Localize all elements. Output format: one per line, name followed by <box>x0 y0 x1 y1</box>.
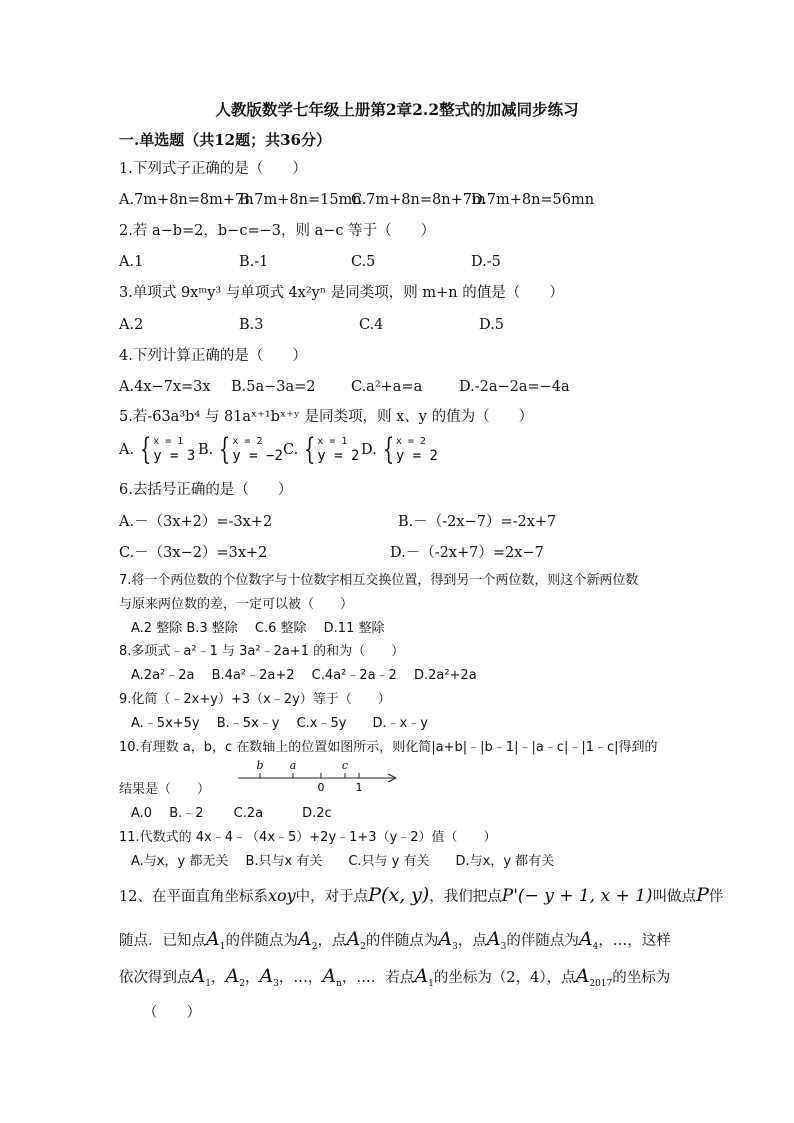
question-10-stem-line-2: 结果是（ ） <box>119 782 211 797</box>
question-6-option-d[interactable]: D.－（-2x+7）=2x−7 <box>390 545 544 561</box>
question-1-stem: 1.下列式子正确的是（ ） <box>119 161 307 177</box>
q12-text: 的坐标为（2，4），点 <box>433 970 576 986</box>
label-a: a <box>289 759 297 772</box>
q12-text: 的伴随点为 <box>365 933 439 949</box>
q12-sub: 1 <box>219 941 226 952</box>
q12-sub: 3 <box>500 941 507 952</box>
question-3-stem: 3.单项式 9xᵐy³ 与单项式 4x²yⁿ 是同类项，则 m+n 的值是（ ） <box>119 285 564 301</box>
number-line-figure <box>236 757 402 795</box>
q12-sub: 1 <box>205 978 211 989</box>
label-one: 1 <box>355 781 363 794</box>
question-3-option-b[interactable]: B.3 <box>239 317 264 333</box>
question-4-option-c[interactable]: C.a²+a=a <box>351 379 423 395</box>
question-5-option-d[interactable] <box>361 432 438 467</box>
question-10-options[interactable]: A.0 B.﹣2 C.2a D.2c <box>131 806 332 821</box>
q12-text: 中，对于点 <box>295 889 369 905</box>
question-6-stem: 6.去括号正确的是（ ） <box>119 482 293 498</box>
q12-text: 的坐标为 <box>612 970 671 986</box>
question-2-option-c[interactable]: C.5 <box>351 254 376 270</box>
q12-sub: 1 <box>428 978 434 989</box>
q12-text: ，…，这样 <box>598 933 671 949</box>
q12-math-a: A <box>297 928 312 950</box>
question-12-line-3 <box>119 965 670 989</box>
q12-text: 随点．已知点 <box>119 933 206 949</box>
question-5-option-b[interactable] <box>198 432 283 467</box>
question-8-stem: 8.多项式﹣a²﹣1 与 3a²﹣2a+1 的和为（ ） <box>119 644 405 659</box>
system-row-1: x = 1 <box>317 436 348 447</box>
question-2-option-b[interactable]: B.-1 <box>239 254 269 270</box>
brace-icon: { <box>382 432 394 467</box>
question-7-stem-line-2: 与原来两位数的差，一定可以被（ ） <box>119 597 354 612</box>
q12-math-a: A <box>414 965 429 987</box>
q12-text: ， <box>278 970 294 986</box>
question-7-stem-line-1: 7.将一个两位数的个位数字与十位数字相互交换位置，得到另一个两位数，则这个新两位数 <box>119 573 639 588</box>
system-row-2: y = 2 <box>317 448 360 464</box>
q12-text: ，点 <box>457 933 487 949</box>
question-6-option-a[interactable]: A.－（3x+2）=-3x+2 <box>119 514 273 530</box>
question-2-option-a[interactable]: A.1 <box>119 254 144 270</box>
q12-math-a: A <box>486 928 501 950</box>
q12-text: ， <box>307 970 323 986</box>
question-1-option-b[interactable]: B.7m+8n=15mn <box>239 192 362 208</box>
page-title: 人教版数学七年级上册第2章2.2整式的加减同步练习 <box>215 100 579 119</box>
q12-math-p: P(x, y) <box>368 884 430 906</box>
label-b: b <box>256 759 264 772</box>
question-9-stem: 9.化简（﹣2x+y）+3（x﹣2y）等于（ ） <box>119 692 391 707</box>
q12-math-a: A <box>259 965 274 987</box>
label-c: c <box>341 759 349 772</box>
q12-text: 的伴随点为 <box>225 933 298 949</box>
option-label: A. <box>119 442 135 458</box>
q12-text: … <box>293 970 308 986</box>
system-row-2: y = 3 <box>153 448 196 464</box>
q12-text: ，点 <box>317 933 347 949</box>
section-heading: 一.单选题（共12题；共36分） <box>119 131 331 149</box>
q12-text: ，我们把点 <box>429 889 502 905</box>
q12-text: 12、在平面直角坐标系 <box>119 889 268 905</box>
question-12-line-2 <box>119 928 671 952</box>
q12-text: 叫做点 <box>652 889 697 905</box>
question-2-stem: 2.若 a−b=2，b−c=−3，则 a−c 等于（ ） <box>119 223 436 239</box>
q12-math-a: A <box>346 928 361 950</box>
q12-sub: 4 <box>592 941 599 952</box>
question-1-option-d[interactable]: D.7m+8n=56mn <box>471 192 595 208</box>
q12-sub: n <box>336 978 342 989</box>
q12-sub: 2017 <box>589 978 613 989</box>
q12-text: 伴 <box>708 889 724 905</box>
q12-math-a: A <box>191 965 206 987</box>
question-3-option-d[interactable]: D.5 <box>479 317 504 333</box>
system-row-2: y = 2 <box>395 448 438 464</box>
question-1-option-c[interactable]: C.7m+8n=8n+7m <box>351 192 486 208</box>
question-2-option-d[interactable]: D.-5 <box>471 254 501 270</box>
question-3-option-a[interactable]: A.2 <box>119 317 144 333</box>
question-11-options[interactable]: A.与x，y 都无关 B.只与x 有关 C.只与 y 有关 D.与x，y 都有关 <box>131 854 555 869</box>
question-1-option-a[interactable]: A.7m+8n=8m+7n <box>119 192 254 208</box>
q12-sub: 3 <box>452 941 458 952</box>
q12-math-a: A <box>578 928 593 950</box>
q12-text: ， <box>244 970 260 986</box>
q12-math-a: A <box>322 965 337 987</box>
question-11-stem: 11.代数式的 4x﹣4﹣（4x﹣5）+2y﹣1+3（y﹣2）值（ ） <box>119 830 497 845</box>
question-12-answer-blank[interactable]: （ ） <box>143 1005 201 1021</box>
brace-icon: { <box>139 432 152 467</box>
question-5-option-a[interactable] <box>119 432 196 467</box>
q12-math-p: P <box>696 884 709 906</box>
brace-icon: { <box>304 432 316 467</box>
question-3-option-c[interactable]: C.4 <box>359 317 384 333</box>
q12-math-xoy: xoy <box>267 886 296 905</box>
question-9-options[interactable]: A.﹣5x+5y B.﹣5x﹣y C.x﹣5y D.﹣x﹣y <box>131 716 428 731</box>
question-5-stem: 5.若-63a³b⁴ 与 81aˣ⁺¹bˣ⁺ʸ 是同类项，则 x、y 的值为（ ） <box>119 409 534 425</box>
question-5-option-c[interactable] <box>283 432 360 467</box>
question-8-options[interactable]: A.2a²﹣2a B.4a²﹣2a+2 C.4a²﹣2a﹣2 D.2a²+2a <box>131 668 477 683</box>
q12-math-a: A <box>206 928 220 950</box>
system-row-1: x = 2 <box>232 436 263 447</box>
q12-math-a: A <box>225 965 240 987</box>
q12-sub: 2 <box>239 978 245 989</box>
q12-text: ， <box>210 970 226 986</box>
question-4-option-d[interactable]: D.-2a−2a=−4a <box>459 379 570 395</box>
q12-sub: 3 <box>273 978 279 989</box>
q12-math-a: A <box>575 965 590 987</box>
q12-sub: 2 <box>360 941 366 952</box>
question-4-option-a[interactable]: A.4x−7x=3x <box>119 379 211 395</box>
option-label: D. <box>361 442 377 458</box>
q12-math-a: A <box>438 928 453 950</box>
system-row-2: y = −2 <box>232 448 283 464</box>
q12-sub: 2 <box>311 941 318 952</box>
system-row-1: x = 2 <box>395 436 426 447</box>
question-4-option-b[interactable]: B.5a−3a=2 <box>231 379 316 395</box>
question-10-stem-line-1: 10.有理数 a，b，c 在数轴上的位置如图所示，则化简|a+b|﹣|b﹣1|﹣|a﹣c|﹣|1﹣c|得到的 <box>119 740 658 755</box>
question-4-stem: 4.下列计算正确的是（ ） <box>119 348 307 364</box>
q12-math-p-prime: P'(− y + 1, x + 1) <box>501 886 653 906</box>
q12-text: 依次得到点 <box>119 970 192 986</box>
question-7-options[interactable]: A.2 整除 B.3 整除 C.6 整除 D.11 整除 <box>131 621 385 636</box>
option-label: B. <box>198 442 214 458</box>
question-6-option-b[interactable]: B.－（-2x−7）=-2x+7 <box>398 514 557 530</box>
option-label: C. <box>283 442 299 458</box>
q12-text: ，…．若点 <box>341 970 415 986</box>
system-row-1: x = 1 <box>153 436 184 447</box>
label-zero: 0 <box>317 781 325 794</box>
question-12-line-1 <box>119 884 723 906</box>
brace-icon: { <box>219 432 231 467</box>
q12-text: 的伴随点为 <box>506 933 579 949</box>
question-6-option-c[interactable]: C.－（3x−2）=3x+2 <box>119 545 268 561</box>
